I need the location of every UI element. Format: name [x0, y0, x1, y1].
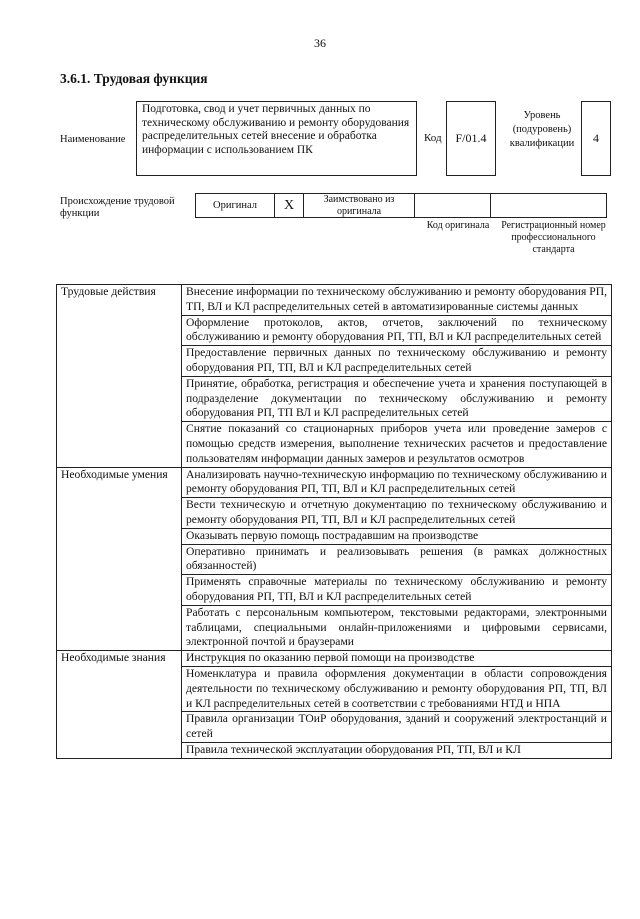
- requirement-item: Внесение информации по техническому обслуживанию и ремонту оборудования РП, ТП, ВЛ и КЛ распределительных сетей в автоматизированные системы данных: [182, 285, 612, 316]
- requirement-item: Оформление протоколов, актов, отчетов, заключений по техническому обслуживанию и ремонту оборудования РП, ТП, ВЛ и КЛ распределительных сетей: [182, 315, 612, 346]
- table-row: [57, 467, 612, 498]
- category-cell: Трудовые действия: [57, 285, 182, 468]
- table-row: [57, 651, 612, 667]
- category-cell: Необходимые знания: [57, 651, 182, 759]
- section-title: 3.6.1. Трудовая функция: [60, 71, 208, 86]
- requirement-item: Номенклатура и правила оформления документации в области сопровождения деятельности по техническому обслуживанию и ремонту оборудования РП, ТП, ВЛ и КЛ распределительных сетей в соответствии с требованиями НТД и НПА: [182, 666, 612, 711]
- requirement-item: Применять справочные материалы по техническому обслуживанию и ремонту оборудования РП, ТП, ВЛ и КЛ распределительных сетей: [182, 575, 612, 606]
- category-cell: Необходимые умения: [57, 467, 182, 651]
- requirement-item: Вести техническую и отчетную документацию по техническому обслуживанию и ремонту оборудования РП, ТП, ВЛ и КЛ распределительных сетей: [182, 498, 612, 529]
- origin-row: [196, 193, 610, 218]
- caption-code-original: Код оригинала: [426, 220, 490, 231]
- qualification-level-value: 4: [581, 101, 611, 176]
- requirement-item: Правила технической эксплуатации оборудования РП, ТП, ВЛ и КЛ: [182, 742, 612, 758]
- requirement-item: Снятие показаний со стационарных приборов учета или проведение замеров с помощью средств измерения, выполнение технических расчетов и предоставление пользователям информации данных замеров и результатов осмотров: [182, 422, 612, 467]
- requirement-item: Анализировать научно-техническую информацию по техническому обслуживанию и ремонту оборудования РП, ТП, ВЛ и КЛ распределительных сетей: [182, 467, 612, 498]
- name-label: Наименование: [60, 134, 126, 145]
- page-number: 36: [314, 36, 326, 50]
- code-label: Код: [424, 132, 442, 144]
- caption-registration-number: Регистрационный номер профессионального стандарта: [501, 220, 606, 255]
- table-row: [57, 285, 612, 316]
- qualification-level-label: Уровень (подуровень) квалификации: [509, 110, 575, 149]
- requirement-item: Оказывать первую помощь пострадавшим на производстве: [182, 528, 612, 544]
- function-name-value: Подготовка, свод и учет первичных данных по техническому обслуживанию и ремонту оборудования распределительных сетей внесение и обработка информации с использованием ПК: [136, 101, 417, 176]
- origin-mark-cell: X: [274, 193, 304, 218]
- requirement-item: Инструкция по оказанию первой помощи на производстве: [182, 651, 612, 667]
- requirement-item: Работать с персональным компьютером, текстовыми редакторами, электронными таблицами, специальными онлайн-приложениями и цифровыми сервисами, электронной почтой и браузерами: [182, 605, 612, 650]
- origin-label: Происхождение трудовой функции: [60, 196, 175, 219]
- code-value: F/01.4: [446, 101, 496, 176]
- origin-original-cell: Оригинал: [195, 193, 275, 218]
- requirement-item: Предоставление первичных данных по техническому обслуживанию и ремонту оборудования РП, ТП, ВЛ и КЛ распределительных сетей: [182, 346, 612, 377]
- requirements-table: [56, 284, 612, 759]
- origin-code-cell: [414, 193, 491, 218]
- requirement-item: Правила организации ТОиР оборудования, зданий и сооружений электростанций и сетей: [182, 712, 612, 743]
- origin-reg-cell: [490, 193, 607, 218]
- requirement-item: Принятие, обработка, регистрация и обеспечение учета и хранения поступающей в подразделение документации по техническому обслуживанию и ремонту оборудования РП, ТП ВЛ и КЛ распределительных сетей: [182, 376, 612, 421]
- origin-borrowed-cell: Заимствовано из оригинала: [303, 193, 415, 218]
- requirement-item: Оперативно принимать и реализовывать решения (в рамках должностных обязанностей): [182, 544, 612, 575]
